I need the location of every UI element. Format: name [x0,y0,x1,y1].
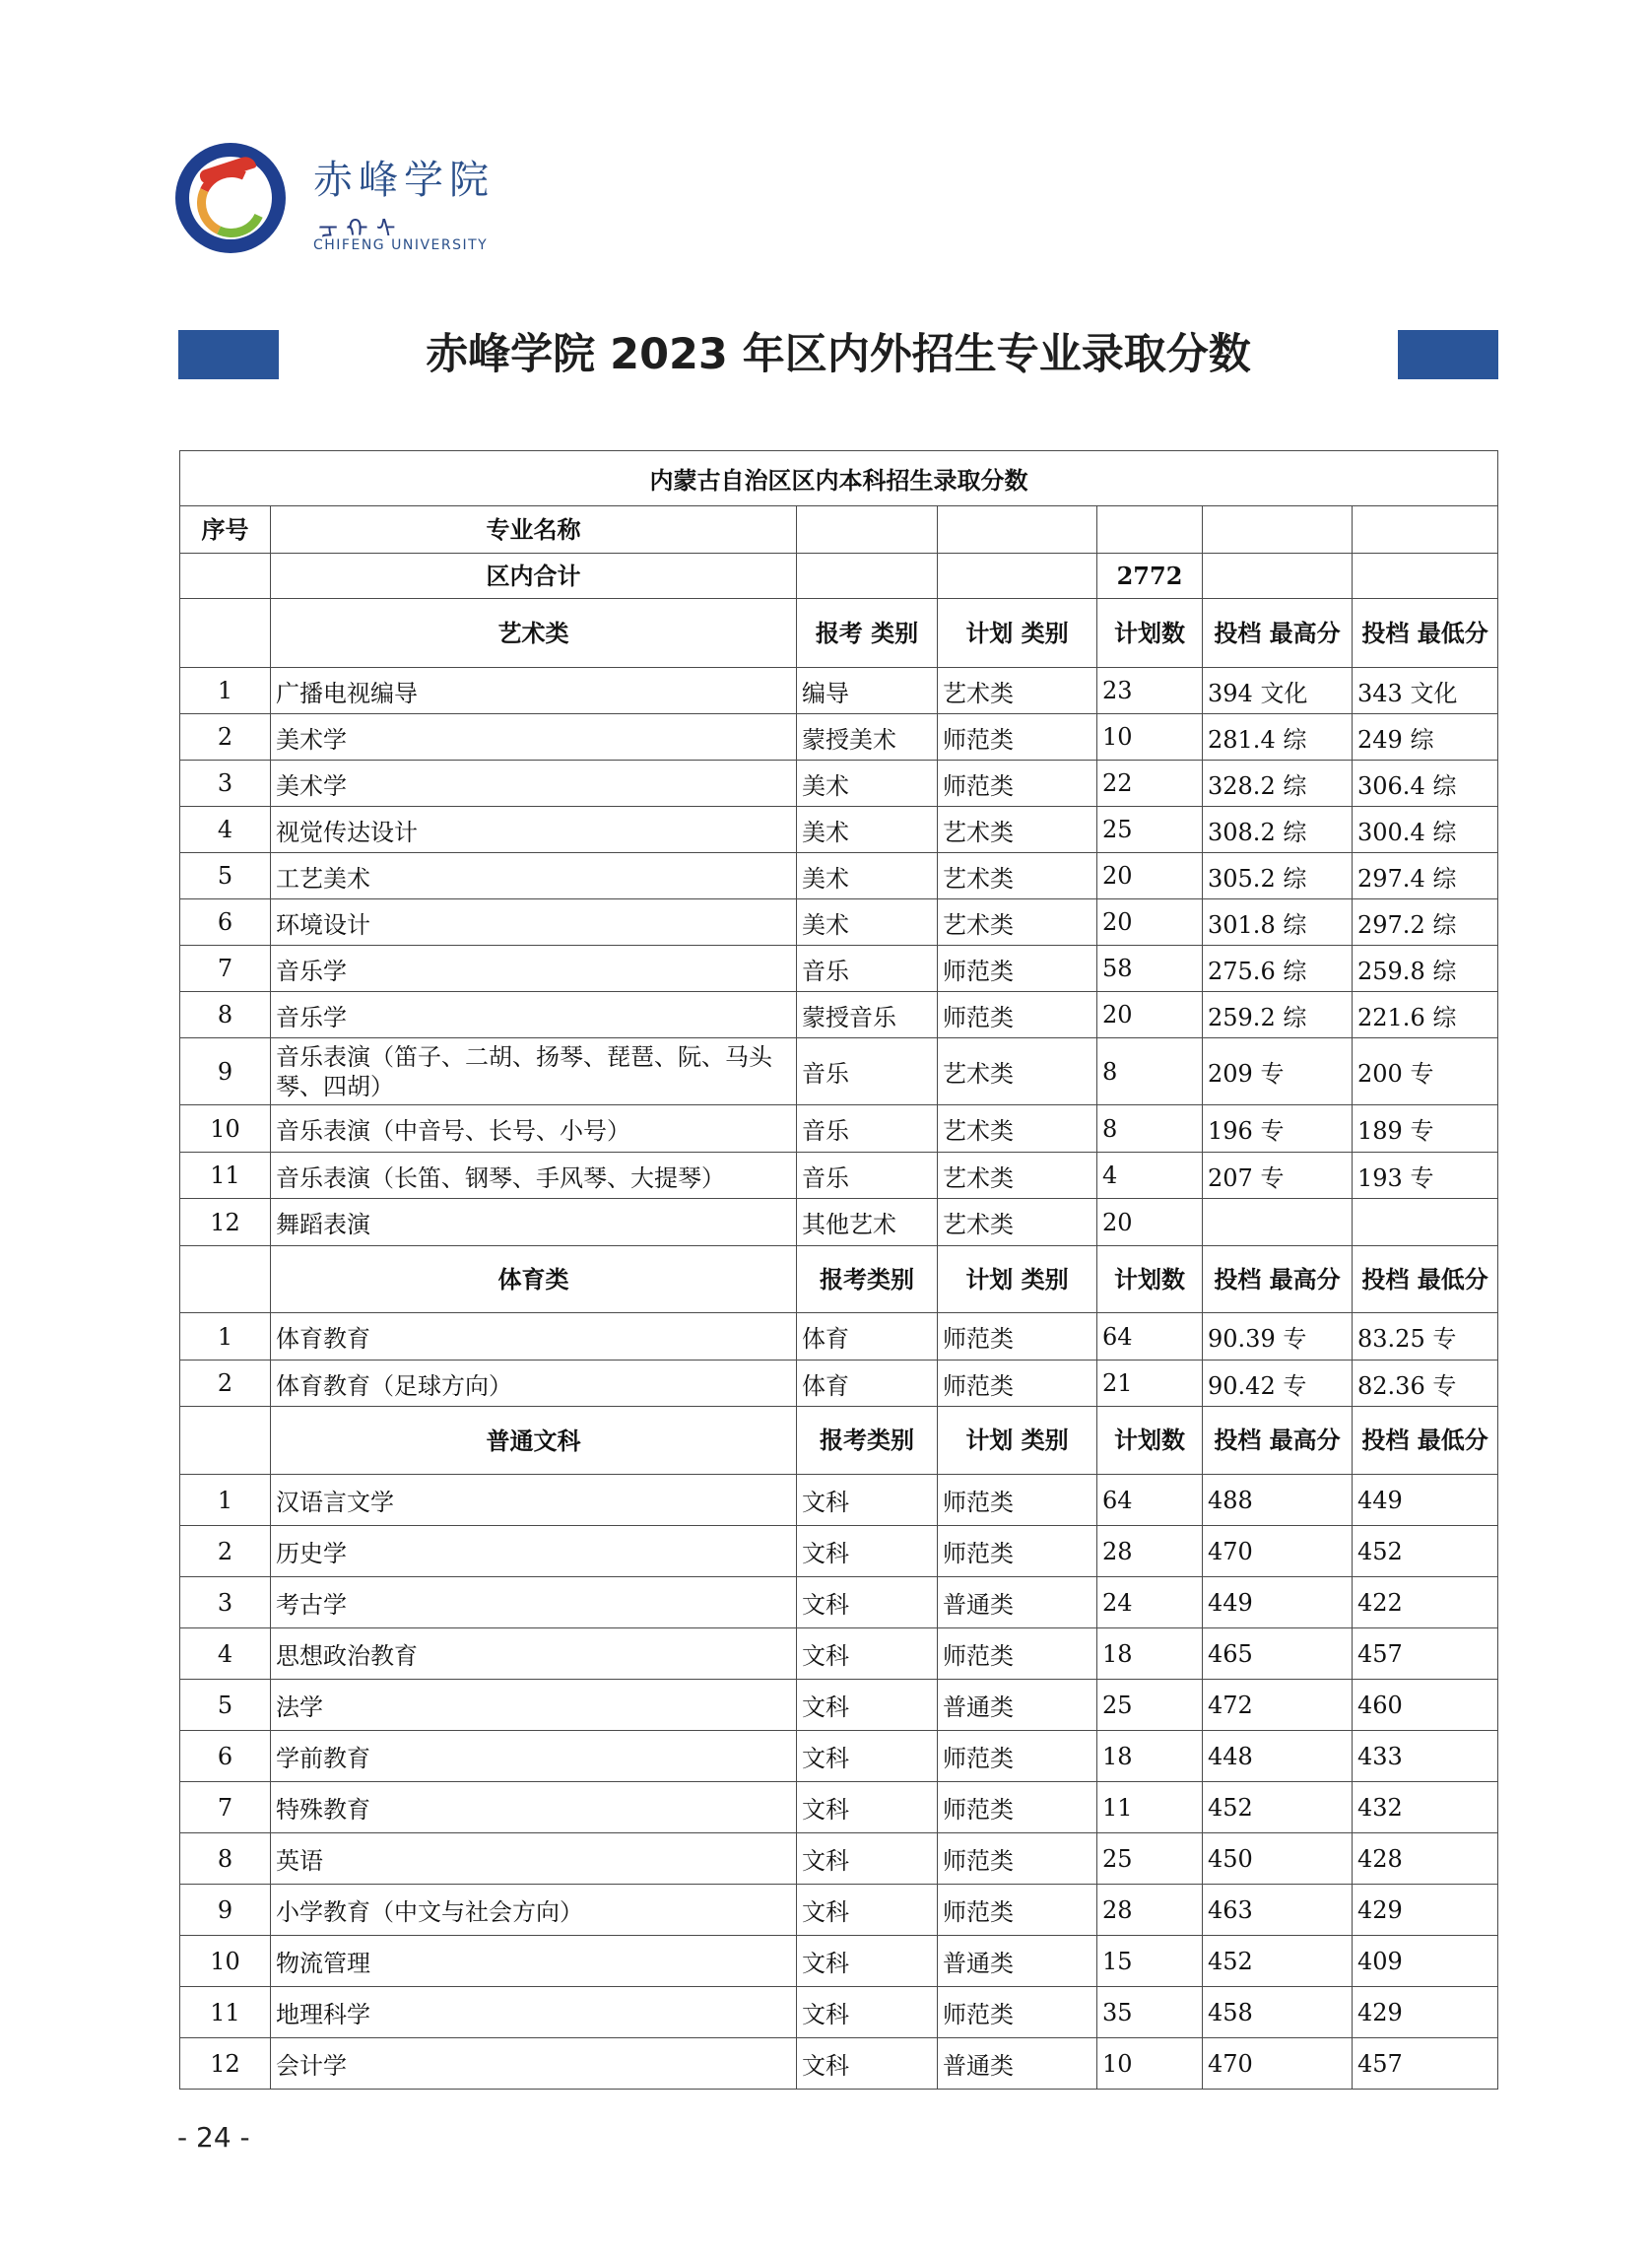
cell-min: 300.4 综 [1353,807,1498,853]
cell-plan-type: 普通类 [938,1577,1097,1628]
admission-scores-table [179,450,1498,2090]
logo-name-en: CHIFENG UNIVERSITY [313,237,489,253]
cell-min: 457 [1353,1628,1498,1680]
cell-plan: 20 [1097,853,1203,899]
table-row [180,1475,1498,1526]
cell-plan-type: 普通类 [938,2038,1097,2090]
column-header: 计划数 [1097,1407,1203,1475]
cell-plan-type: 普通类 [938,1936,1097,1987]
cell-seq: 9 [180,1038,271,1105]
cell-major: 地理科学 [271,1987,797,2038]
total-plan: 2772 [1097,554,1203,599]
cell-exam-type: 文科 [797,2038,938,2090]
section-name: 普通文科 [271,1407,797,1475]
cell-max: 470 [1203,1526,1353,1577]
cell-seq: 1 [180,1475,271,1526]
cell-min: 409 [1353,1936,1498,1987]
section-header-row [180,599,1498,668]
cell-seq: 4 [180,1628,271,1680]
cell-max: 281.4 综 [1203,714,1353,761]
table-row [180,714,1498,761]
cell-max: 90.39 专 [1203,1313,1353,1361]
page-number: - 24 - [177,2121,250,2154]
cell-min: 221.6 综 [1353,992,1498,1038]
cell-plan-type: 师范类 [938,1987,1097,2038]
cell-plan: 25 [1097,807,1203,853]
cell-min: 429 [1353,1987,1498,2038]
cell-exam-type: 音乐 [797,1153,938,1199]
cell-major: 音乐表演（中音号、长号、小号） [271,1105,797,1153]
section-header-row [180,1407,1498,1475]
column-header: 计划 类别 [938,599,1097,668]
cell-plan-type: 师范类 [938,1628,1097,1680]
cell-exam-type: 美术 [797,899,938,946]
table-row [180,1577,1498,1628]
cell-major: 美术学 [271,714,797,761]
cell-plan-type: 师范类 [938,1475,1097,1526]
cell-plan: 20 [1097,1199,1203,1246]
table-row [180,1628,1498,1680]
table-row [180,1987,1498,2038]
cell-seq: 5 [180,1680,271,1731]
cell-min: 432 [1353,1782,1498,1833]
column-header: 计划数 [1097,1246,1203,1313]
cell-exam-type: 文科 [797,1680,938,1731]
cell-major: 法学 [271,1680,797,1731]
table-row [180,1313,1498,1361]
table-row [180,1038,1498,1105]
cell-plan-type: 师范类 [938,1782,1097,1833]
table-row [180,1833,1498,1885]
cell-min: 422 [1353,1577,1498,1628]
column-header: 投档 最高分 [1203,599,1353,668]
cell-exam-type: 文科 [797,1936,938,1987]
cell-plan-type: 师范类 [938,1313,1097,1361]
title-bar [178,330,1498,379]
cell-plan: 25 [1097,1833,1203,1885]
cell-plan-type: 普通类 [938,1680,1097,1731]
cell-major: 美术学 [271,761,797,807]
cell-major: 小学教育（中文与社会方向） [271,1885,797,1936]
cell-max: 308.2 综 [1203,807,1353,853]
cell-seq: 6 [180,899,271,946]
cell-max: 196 专 [1203,1105,1353,1153]
cell-min: 433 [1353,1731,1498,1782]
column-header: 投档 最低分 [1353,1407,1498,1475]
table-row [180,1361,1498,1407]
logo-emblem-icon [175,143,286,253]
cell-max: 458 [1203,1987,1353,2038]
column-header: 计划 类别 [938,1407,1097,1475]
cell-plan-type: 艺术类 [938,899,1097,946]
cell-plan-type: 艺术类 [938,1153,1097,1199]
cell-seq: 12 [180,2038,271,2090]
table-row [180,668,1498,714]
cell-plan: 22 [1097,761,1203,807]
cell-plan: 20 [1097,992,1203,1038]
cell-exam-type: 体育 [797,1361,938,1407]
column-header: 投档 最低分 [1353,599,1498,668]
table-row [180,807,1498,853]
cell-plan: 28 [1097,1885,1203,1936]
cell-max: 207 专 [1203,1153,1353,1199]
cell-max: 470 [1203,2038,1353,2090]
cell-min: 457 [1353,2038,1498,2090]
cell-plan-type: 师范类 [938,761,1097,807]
cell-major: 英语 [271,1833,797,1885]
column-header: 投档 最高分 [1203,1407,1353,1475]
cell-plan-type: 师范类 [938,946,1097,992]
decorative-block-left [178,330,279,379]
cell-exam-type: 美术 [797,853,938,899]
cell-max: 465 [1203,1628,1353,1680]
cell-max: 463 [1203,1885,1353,1936]
page-title: 赤峰学院 2023 年区内外招生专业录取分数 [426,330,1251,379]
cell-max: 90.42 专 [1203,1361,1353,1407]
cell-plan-type: 艺术类 [938,1105,1097,1153]
cell-max: 209 专 [1203,1038,1353,1105]
cell-exam-type: 文科 [797,1526,938,1577]
cell-exam-type: 音乐 [797,946,938,992]
cell-exam-type: 音乐 [797,1038,938,1105]
cell-min: 449 [1353,1475,1498,1526]
total-row [180,554,1498,599]
cell-major: 工艺美术 [271,853,797,899]
decorative-block-right [1398,330,1498,379]
cell-plan: 18 [1097,1628,1203,1680]
cell-plan-type: 师范类 [938,714,1097,761]
cell-plan-type: 艺术类 [938,668,1097,714]
cell-plan-type: 艺术类 [938,807,1097,853]
cell-seq: 3 [180,761,271,807]
cell-major: 历史学 [271,1526,797,1577]
cell-plan-type: 艺术类 [938,1038,1097,1105]
cell-min: 429 [1353,1885,1498,1936]
cell-seq: 1 [180,1313,271,1361]
cell-seq: 12 [180,1199,271,1246]
cell-plan: 18 [1097,1731,1203,1782]
cell-seq: 9 [180,1885,271,1936]
cell-min: 297.4 综 [1353,853,1498,899]
cell-major: 音乐表演（长笛、钢琴、手风琴、大提琴） [271,1153,797,1199]
cell-seq: 10 [180,1105,271,1153]
cell-seq: 7 [180,946,271,992]
cell-min: 297.2 综 [1353,899,1498,946]
cell-major: 学前教育 [271,1731,797,1782]
table-row [180,2038,1498,2090]
cell-major: 环境设计 [271,899,797,946]
cell-seq: 11 [180,1153,271,1199]
column-header: 报考类别 [797,1246,938,1313]
table-row [180,1153,1498,1199]
cell-min: 189 专 [1353,1105,1498,1153]
table-row [180,1936,1498,1987]
cell-seq: 11 [180,1987,271,2038]
cell-seq: 2 [180,1526,271,1577]
cell-major: 舞蹈表演 [271,1199,797,1246]
logo-name-mongolian: ᠴ ᠬ ᠰ [318,215,396,244]
logo-name-cn: 赤峰学院 [313,158,495,203]
cell-plan-type: 师范类 [938,1885,1097,1936]
cell-min: 452 [1353,1526,1498,1577]
cell-seq: 4 [180,807,271,853]
table-row [180,1526,1498,1577]
cell-min [1353,1199,1498,1246]
cell-exam-type: 文科 [797,1833,938,1885]
table-row [180,1199,1498,1246]
section-header-row [180,1246,1498,1313]
cell-max: 301.8 综 [1203,899,1353,946]
cell-exam-type: 文科 [797,1987,938,2038]
table-row [180,1680,1498,1731]
cell-seq: 8 [180,992,271,1038]
cell-plan-type: 师范类 [938,1526,1097,1577]
cell-max: 328.2 综 [1203,761,1353,807]
table-row [180,1885,1498,1936]
cell-exam-type: 文科 [797,1475,938,1526]
cell-seq: 2 [180,1361,271,1407]
table-caption-row [180,451,1498,506]
cell-plan-type: 师范类 [938,1731,1097,1782]
cell-seq: 6 [180,1731,271,1782]
column-header: 报考 类别 [797,599,938,668]
cell-plan-type: 师范类 [938,1833,1097,1885]
cell-major: 思想政治教育 [271,1628,797,1680]
cell-seq: 5 [180,853,271,899]
cell-exam-type: 文科 [797,1628,938,1680]
cell-major: 物流管理 [271,1936,797,1987]
cell-exam-type: 文科 [797,1782,938,1833]
cell-seq: 10 [180,1936,271,1987]
cell-min: 460 [1353,1680,1498,1731]
cell-plan: 58 [1097,946,1203,992]
cell-max: 448 [1203,1731,1353,1782]
cell-min: 428 [1353,1833,1498,1885]
cell-exam-type: 蒙授美术 [797,714,938,761]
cell-max [1203,1199,1353,1246]
table-row [180,899,1498,946]
cell-plan: 64 [1097,1475,1203,1526]
cell-exam-type: 音乐 [797,1105,938,1153]
cell-plan-type: 艺术类 [938,853,1097,899]
table-row [180,1782,1498,1833]
table-caption: 内蒙古自治区区内本科招生录取分数 [180,451,1498,506]
cell-seq: 3 [180,1577,271,1628]
cell-seq: 7 [180,1782,271,1833]
cell-major: 音乐表演（笛子、二胡、扬琴、琵琶、阮、马头琴、四胡） [271,1038,797,1105]
header-seq: 序号 [180,506,271,554]
university-logo [175,141,500,259]
cell-max: 472 [1203,1680,1353,1731]
table-row [180,761,1498,807]
cell-min: 83.25 专 [1353,1313,1498,1361]
cell-plan: 10 [1097,714,1203,761]
total-label: 区内合计 [271,554,797,599]
cell-max: 275.6 综 [1203,946,1353,992]
header-major: 专业名称 [271,506,797,554]
column-header: 投档 最低分 [1353,1246,1498,1313]
cell-major: 汉语言文学 [271,1475,797,1526]
cell-plan: 15 [1097,1936,1203,1987]
cell-max: 259.2 综 [1203,992,1353,1038]
cell-plan-type: 师范类 [938,1361,1097,1407]
cell-exam-type: 编导 [797,668,938,714]
cell-exam-type: 其他艺术 [797,1199,938,1246]
column-header: 报考类别 [797,1407,938,1475]
cell-plan: 24 [1097,1577,1203,1628]
cell-min: 82.36 专 [1353,1361,1498,1407]
cell-major: 音乐学 [271,992,797,1038]
cell-max: 305.2 综 [1203,853,1353,899]
cell-exam-type: 文科 [797,1885,938,1936]
table-row [180,1731,1498,1782]
cell-major: 体育教育 [271,1313,797,1361]
cell-exam-type: 美术 [797,807,938,853]
cell-seq: 1 [180,668,271,714]
cell-exam-type: 蒙授音乐 [797,992,938,1038]
section-name: 体育类 [271,1246,797,1313]
cell-max: 452 [1203,1782,1353,1833]
cell-max: 449 [1203,1577,1353,1628]
cell-major: 视觉传达设计 [271,807,797,853]
cell-plan: 64 [1097,1313,1203,1361]
cell-exam-type: 体育 [797,1313,938,1361]
cell-seq: 8 [180,1833,271,1885]
cell-plan: 28 [1097,1526,1203,1577]
cell-plan: 25 [1097,1680,1203,1731]
table-header-row [180,506,1498,554]
cell-min: 259.8 综 [1353,946,1498,992]
cell-plan: 8 [1097,1038,1203,1105]
cell-min: 343 文化 [1353,668,1498,714]
column-header: 投档 最高分 [1203,1246,1353,1313]
column-header: 计划 类别 [938,1246,1097,1313]
cell-exam-type: 美术 [797,761,938,807]
cell-plan: 11 [1097,1782,1203,1833]
cell-major: 会计学 [271,2038,797,2090]
cell-min: 193 专 [1353,1153,1498,1199]
cell-major: 广播电视编导 [271,668,797,714]
cell-max: 452 [1203,1936,1353,1987]
cell-plan: 23 [1097,668,1203,714]
cell-major: 体育教育（足球方向） [271,1361,797,1407]
table-row [180,946,1498,992]
cell-max: 450 [1203,1833,1353,1885]
table-row [180,853,1498,899]
cell-major: 考古学 [271,1577,797,1628]
cell-plan: 20 [1097,899,1203,946]
cell-plan: 4 [1097,1153,1203,1199]
cell-seq: 2 [180,714,271,761]
table-row [180,1105,1498,1153]
cell-plan-type: 艺术类 [938,1199,1097,1246]
cell-major: 特殊教育 [271,1782,797,1833]
column-header: 计划数 [1097,599,1203,668]
section-name: 艺术类 [271,599,797,668]
cell-max: 488 [1203,1475,1353,1526]
cell-plan: 8 [1097,1105,1203,1153]
cell-exam-type: 文科 [797,1731,938,1782]
cell-major: 音乐学 [271,946,797,992]
cell-plan: 10 [1097,2038,1203,2090]
cell-min: 200 专 [1353,1038,1498,1105]
cell-plan: 21 [1097,1361,1203,1407]
table-row [180,992,1498,1038]
cell-plan-type: 师范类 [938,992,1097,1038]
cell-max: 394 文化 [1203,668,1353,714]
cell-min: 249 综 [1353,714,1498,761]
cell-exam-type: 文科 [797,1577,938,1628]
cell-plan: 35 [1097,1987,1203,2038]
cell-min: 306.4 综 [1353,761,1498,807]
